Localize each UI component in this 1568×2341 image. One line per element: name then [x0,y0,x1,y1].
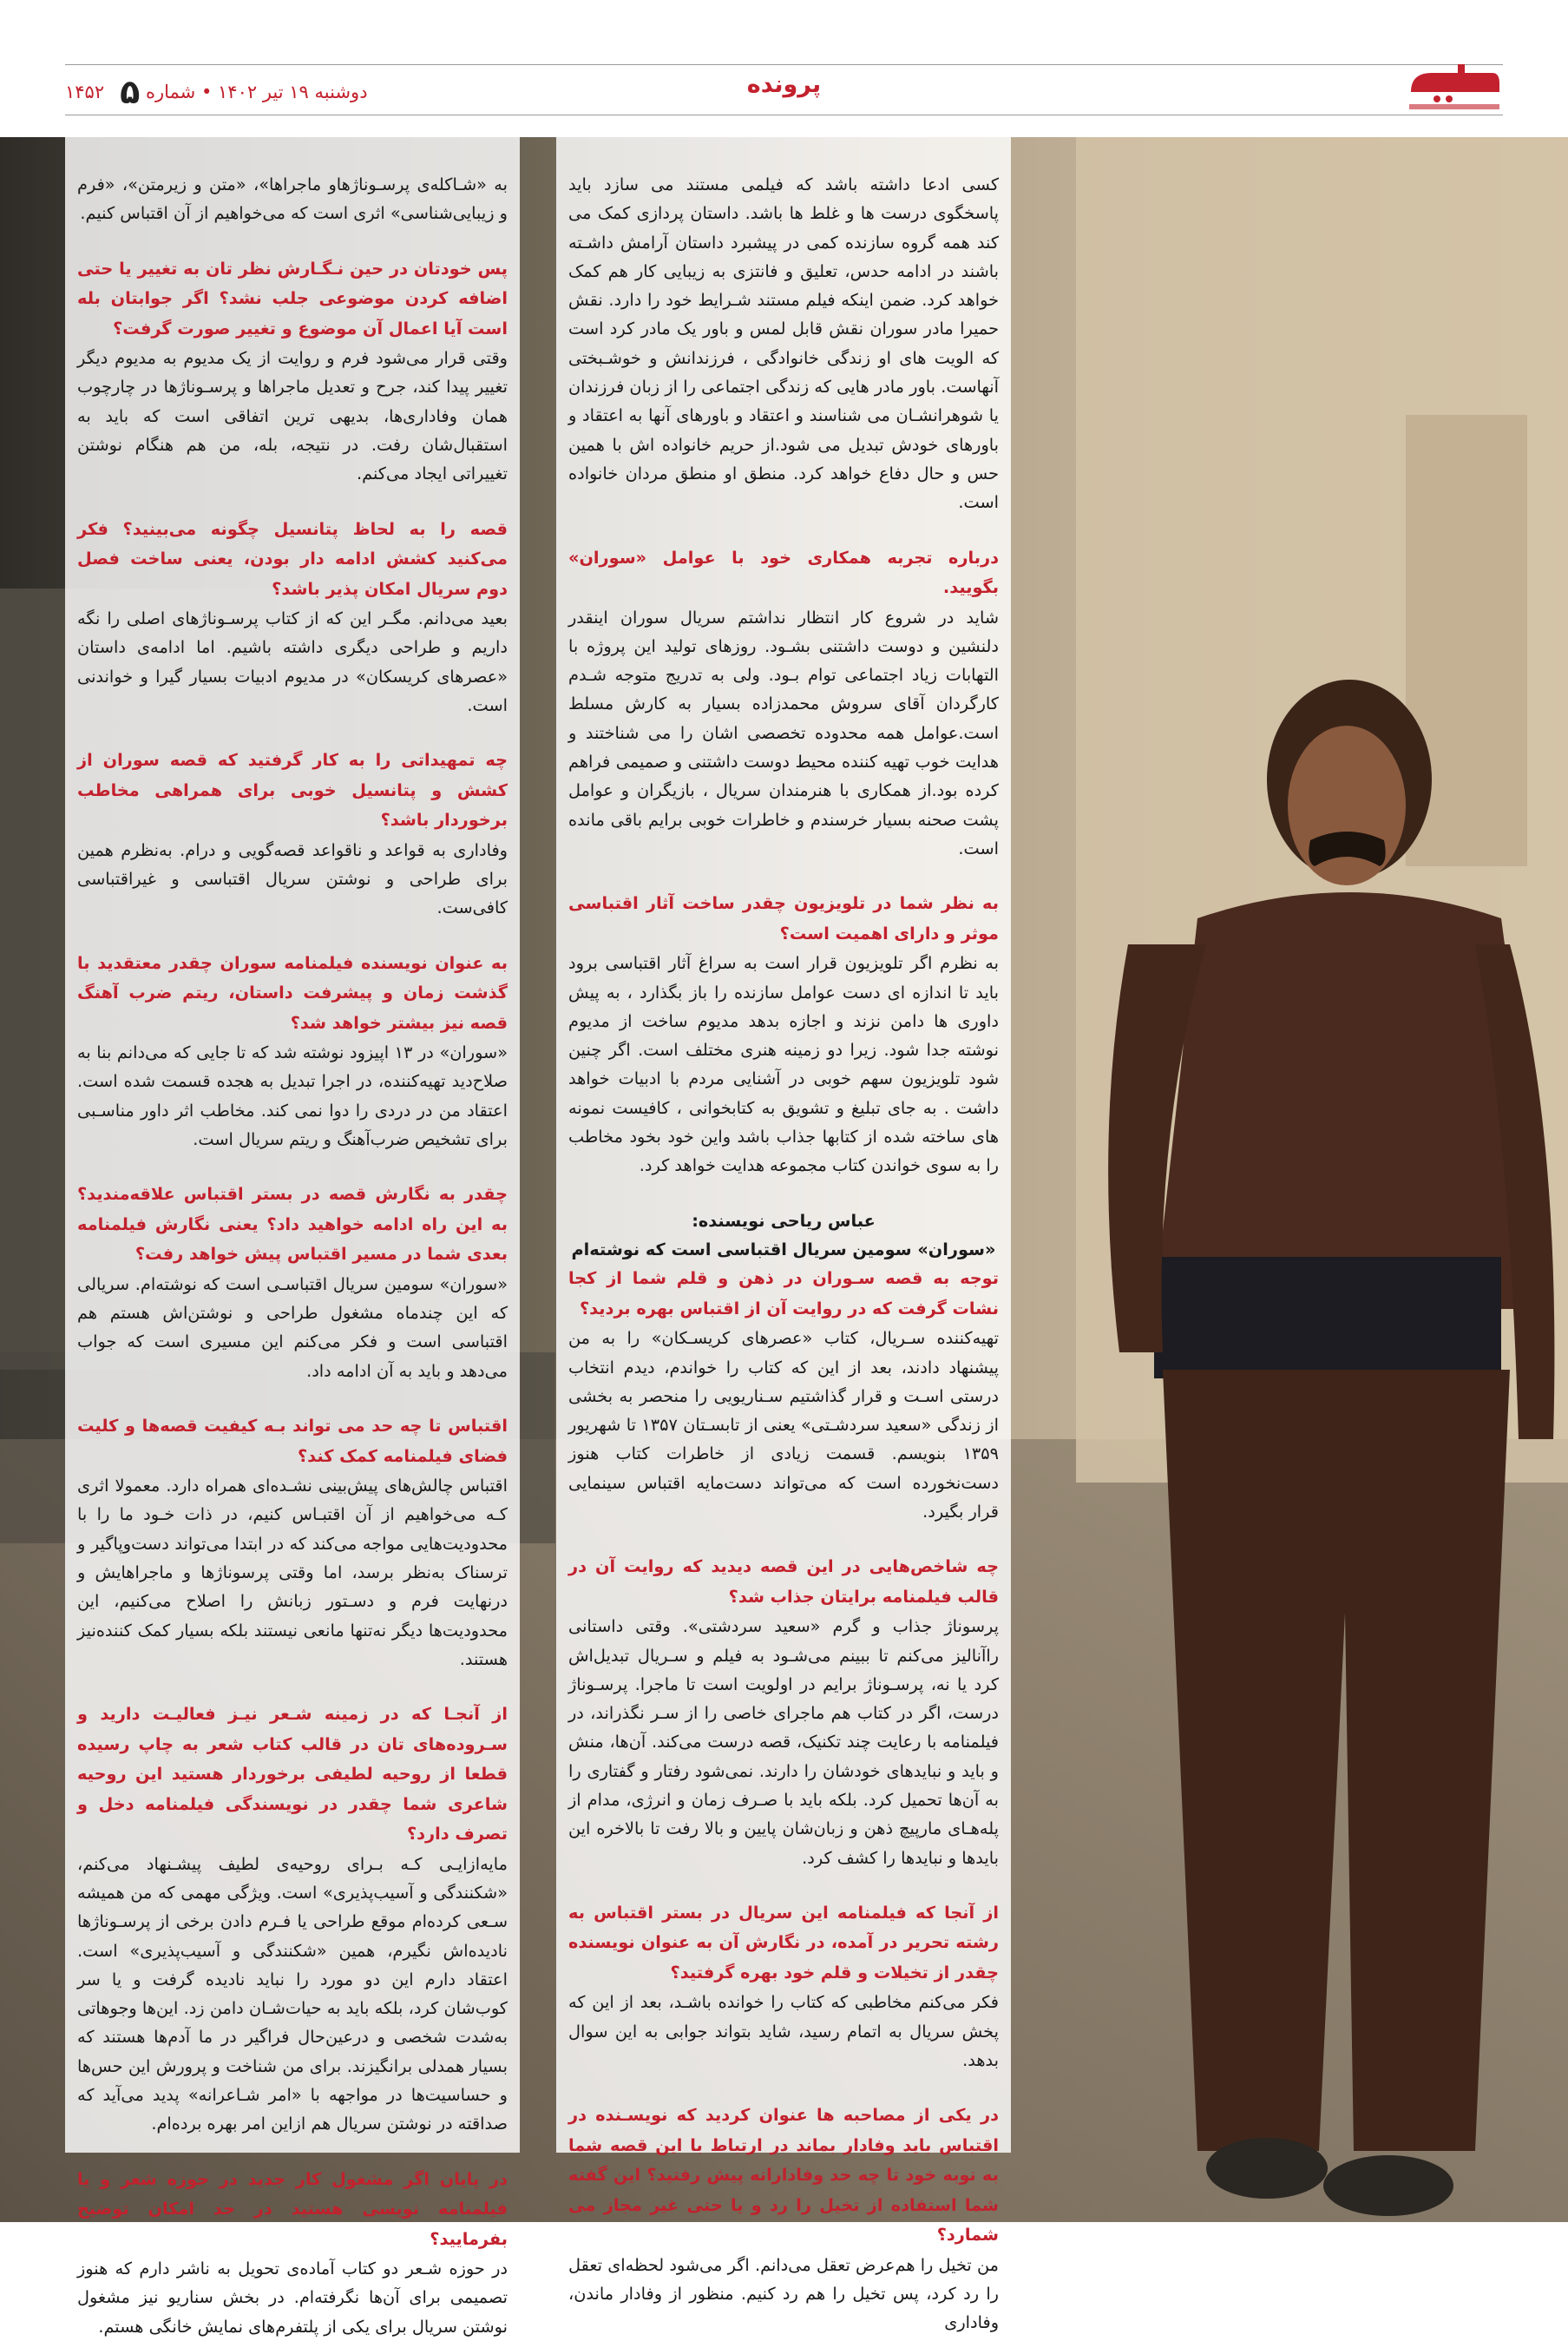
question-heading: چه شاخص‌هایی در این قصه دیدید که روایت آن در قالب فیلمنامه برایتان جذاب شد؟ [568,1556,999,1607]
issue-date: دوشنبه ۱۹ تیر ۱۴۰۲ • شماره ۱۴۵۲ [65,82,368,102]
answer-paragraph: وقتی قرار می‌شود فرم و روایت از یک مدیوم به مدیوم دیگر تغییر پیدا کند، جرح و تعدیل ماجراها و پرسـوناژها در چارچوب همان وفاداری‌ها، بدیهی ترین اتفاقی است که باید به استقبال‌شان رفت. در نتیجه، بله، من هم هنگام نوشتن تغییراتی ایجاد می‌کنم. [77,348,508,484]
question-heading: چقدر به نگارش قصه در بستر اقتباس علاقه‌مندید؟ به این راه ادامه خواهید داد؟ یعنی نگارش فیلمنامه بعدی شما در مسیر اقتباس پیش خواهد رفت؟ [77,1184,508,1265]
answer-paragraph: کسی ادعا داشته باشد که فیلمی مستند می سازد باید پاسخگوی درست ها و غلط ها باشد. داستان پردازی کمک می کند همه گروه سازنده کمی در پیشبرد داستان آرامش داشـته باشند در ادامه حدس، تعلیق و فانتزی به زیبایی کار هم کمک خواهد کرد. ضمن اینکه فیلم مستند شـرایط خود را دارد. نقش حمیرا مادر سوران نقش قابل لمس و باور یک مادر کرد است که الویت های او زندگی خانوادگی ، فرزندانش و خوشـبختی آنهاست. باور مادر هایی که زندگی اجتماعی را از زبان فرزندان یا شوهرانشـان می شناسند و اعتقاد و باورهای آنها به اعتقاد و باورهای خودش تبدیل می شود.از حریم خانواده اش با همین حس و حال دفاع خواهد کرد. منطق او منطق مردان خانواده است. [568,174,999,513]
answer-paragraph: «سوران» در ۱۳ اپیزود نوشته شد که تا جایی که می‌دانم بنا به صلاح‌دید تهیه‌کننده، در اجرا تبدیل به هجده قسمت شده است. اعتقاد من در دردی را دوا نمی کند. مخاطب اثر داور مناسـبی برای تشخیص ضرب‌آهنگ و ریتم سریال است. [77,1042,508,1150]
saba-logo-mark [1406,61,1503,115]
question-heading: در یکی از مصاحبه ها عنوان کردید که نویسـنده در اقتباس باید وفادار بماند در ارتباط با این قصه شما به نوبه خود تا چه حد وفادارانه پیش رفتید؟ این گفته شما استفاده از تخیل را رد و یا حتی غیر مجاز می شمارد؟ [568,2105,999,2246]
question-heading: به نظر شما در تلویزیون چقدر ساخت آثار اقتباسی موثر و دارای اهمیت است؟ [568,893,999,944]
question-heading: توجه به قصه سـوران در ذهن و قلم شما از کجا نشات گرفت که در روایت آن از اقتباس بهره بردید؟ [568,1268,999,1318]
question-heading: قصه را به لحاظ پتانسیل چگونه می‌بینید؟ فکر می‌کنید کشش ادامه دار بودن، یعنی ساخت فصل دوم سریال امکان پذیر باشد؟ [77,518,508,599]
answer-paragraph: به «شـاکله‌ی پرسـوناژهاو ماجراها»، «متن و زیرمتن»، «فرم و زیبایی‌شناسی» اثری است که می‌خواهیم از آن اقتباس کنیم. [77,174,508,224]
question-heading: به عنوان نویسنده فیلمنامه سوران چقدر معتقدید با گذشت زمان و پیشرفت داستان، ریتم ضرب آهنگ قصه نیز بیشتر خواهد شد؟ [77,952,508,1033]
question-heading: اقتباس تا چه حد می تواند بـه کیفیت قصه‌ها و کلیت فضای فیلمنامه کمک کند؟ [77,1416,508,1466]
section-title: پرونده [746,71,822,98]
answer-paragraph: اقتباس چالش‌های پیش‌بینی نشـده‌ای همراه دارد. معمولا اثری کـه می‌خواهیم از آن اقتبـاس کنیم، در ذات خـود ما را با محدودیت‌هایی مواجه می‌کند که در ابتدا می‌تواند دست‌وپاگیر و ترسناک به‌نظر برسد، اما وقتی پرسوناژها و ماجراهایش و درنهایت فرم و دسـتور زبانش را اصلاح می‌کنیم، این محدودیت‌ها دیگر نه‌تنها مانعی نیستند بلکه بسیار کمک کننده‌نیز هستند. [77,1476,508,1669]
question-heading: از آنجـا که در زمینه شـعر نیـز فعالیـت دارید و سـروده‌های تان در قالب کتاب شعر به چاپ رسیده قطعا از روحیه لطیفی برخوردار هستید این روحیه شاعری شما چقدر در نویسندگی فیلمنامه دخل و تصرف دارد؟ [77,1704,508,1845]
answer-paragraph: فکر می‌کنم مخاطبی که کتاب را خوانده باشـد، بعد از این که پخش سریال به اتمام رسید، شاید بتواند جوابی به این سوال بدهد. [568,1992,999,2071]
answer-paragraph: من تخیل را هم‌عرض تعقل می‌دانم. اگر می‌شود لحظه‌ای تعقل را رد کرد، پس تخیل را هم رد کنیم. منظور از وفادار ماندن، وفاداری [568,2254,999,2333]
question-heading: پس خودتان در حین نـگـارش نظر تان به تغییر یا حتی اضافه کردن موضوعی جلب نشد؟ اگر جوابتان بله است آیا اعمال آن موضوع و تغییر صورت گرفت؟ [77,258,508,339]
question-heading: در پایان اگر مشغول کار جدید در حوزه شعر و یا فیلمنامه نویسی هستید در حد امکان توضیح بفرمایید؟ [77,2168,508,2249]
saba-logo [1406,61,1503,115]
answer-paragraph: پرسوناژ جذاب و گرم «سعید سردشتی». وقتی داستانی راآنالیز می‌کنم تا ببینم می‌شـود به فیلم و سـریال تبدیل‌اش کرد یا نه، پرسـوناژ برایم در اولویت است تا ماجرا. پرسـوناژ درست، اگر در کتاب هم ماجرای خاصی را از سـر نگذراند، در فیلمنامه با رعایت چند تکنیک، قصه درست می‌کند. آن‌ها، منش و باید و نبایدهای خودشان را دارند. نمی‌شود رفتار و گفتاری را به آن‌ها تحمیل کرد. بلکه باید با صـرف زمان و انرژی، مدام از پله‌هـای مارپیچ ذهن و زبان‌شان پایین و بالا رفت تا بالاخره این بایدها و نبایدها را کشف کرد. [568,1616,999,1868]
answer-paragraph: شاید در شروع کار انتظار نداشتم سریال سوران اینقدر دلنشین و دوست داشتنی بشـود. روزهای تولید این پروژه با التهابات زیاد اجتماعی توام بـود. ولی به تدریج متوجه شـدم کارگردان آقای سروش محمدزاده بسیار به کارش مسلط است.عوامل همه محدوده تخصصی اشان را می شناختند و هدایت خوب تهیه کننده محیط دوست داشتنی و صمیمی فراهم کرده بود.از همکاری با هنرمندان سریال ، بازیگران و عوامل پشت صحنه بسیار خرسندم و خاطرات خوبی برایم باقی مانده است. [568,607,999,858]
interview-subtitle: «سوران» سومین سریال اقتباسی است که نوشته‌ام [571,1239,996,1259]
answer-paragraph: تهیه‌کننده سـریال، کتاب «عصرهای کریسـکان» را به من پیشنهاد دادند، بعد از این که کتاب را خواندم، دیدم انتخاب درستی اسـت و قرار گذاشتیم سـناریویی را منحصر به بخشی از زندگی «سعید سردشـتی» یعنی از تابسـتان ۱۳۵۷ تا شهریور ۱۳۵۹ بنویسم. قسمت زیادی از خاطرات کتاب هنوز دست‌نخورده است که می‌تواند دست‌مایه اقتباس سینمایی قرار بگیرد. [568,1328,1000,1522]
answer-paragraph: «سوران» سومین سریال اقتباسـی است که نوشته‌ام. سریالی که این چندماه مشغول طراحی و نوشتن‌اش هستم هم اقتباسی است و فکر می‌کنم این مسیری است که جواب می‌دهد و باید به آن ادامه داد. [77,1273,508,1381]
article-column-left [65,137,520,2337]
question-heading: چه تمهیداتی را به کار گرفتید که قصه سوران از کشش و پتانسیل خوبی برای همراهی مخاطب برخوردار باشد؟ [77,750,508,831]
question-heading: درباره تجربه همکاری خود با عوامل «سوران» بگویید. [568,547,999,598]
question-heading: از آنجا که فیلمنامه این سریال در بستر اقتباس به رشته تحریر در آمده، در نگارش آن به عنوان نویسنده چقدر از تخیلات و قلم خود بهره گرفتید؟ [568,1902,999,1983]
answer-paragraph: در حوزه شـعر دو کتاب آماده‌ی تحویل به ناشر دارم که هنوز تصمیمی برای آن‌ها نگرفته‌ام. در بخش سناریو نیز مشغول نوشتن سریال برای یکی از پلتفرم‌های نمایش خانگی هستم. [77,2259,508,2337]
article-column-right [556,137,1011,2333]
answer-paragraph: وفاداری به قواعد و ناقواعد قصه‌گویی و درام. به‌نظرم همین برای طراحی و نوشتن سریال اقتباسی و غیراقتباسی کافی‌ست. [77,839,508,918]
header-rule-top [65,64,1503,65]
page-number: ۵ [120,73,141,111]
answer-paragraph: بعید می‌دانم. مگـر این که از کتاب پرسـوناژهای اصلی را نگه داریم و طراحی دیگری داشته باشیم. اما ادامه‌ی داستان «عصرهای کریسکان» در مدیوم ادبیات بسیار گیرا و خواندنی است. [77,608,508,715]
answer-paragraph: مایه‌ازایـی کـه بـرای روحیه‌ی لطیف پیشـنهاد می‌کنم، «شکنندگی و آسیب‌پذیری» است. ویژگی مهمی که من همیشه سـعی کرده‌ام موقع طراحی یا فـرم دادن برخی از پرسـوناژها نادیده‌اش نگیرم، همین «شکنندگی و آسیب‌پذیری» است. اعتقاد دارم این دو مورد را نباید نادیده گرفت و یا سر کوب‌شان کرد، بلکه باید به حیات‌شـان دامن زد. این‌ها وجوهاتی به‌شدت شخصی و درعین‌حال فراگیر در ما آدم‌ها هستند که بسیار همدلی برانگیزند. برای من شناخت و پرورش این حس‌ها و حساسیت‌ها در مواجهه با «امر شـاعرانه» پدید می‌آید که صداقته در نوشتن سریال هم ازاین امر بهره برده‌ام. [77,1853,508,2134]
byline: عباس ریاحی نویسنده: [692,1210,876,1231]
answer-paragraph: به نظرم اگر تلویزیون قرار است به سراغ آثار اقتباسی برود باید تا اندازه ای دست عوامل سازنده را باز بگذارد ، به پیش داوری ها دامن نزند و اجازه بدهد مدیوم ساخت از مدیوم نوشته جدا شود. زیرا دو زمینه هنری مختلف است. اگر چنین شود تلویزیون سهم خوبی در آشنایی مردم با ادبیات خواهد داشت . به جای تبلیغ و تشویق به کتابخوانی ، کافیست نمونه های ساخته شده از کتابها جذاب باشد واین خود بخود مخاطب را به سوی خواندن کتاب مجموعه هدایت خواهد کرد. [568,953,999,1176]
